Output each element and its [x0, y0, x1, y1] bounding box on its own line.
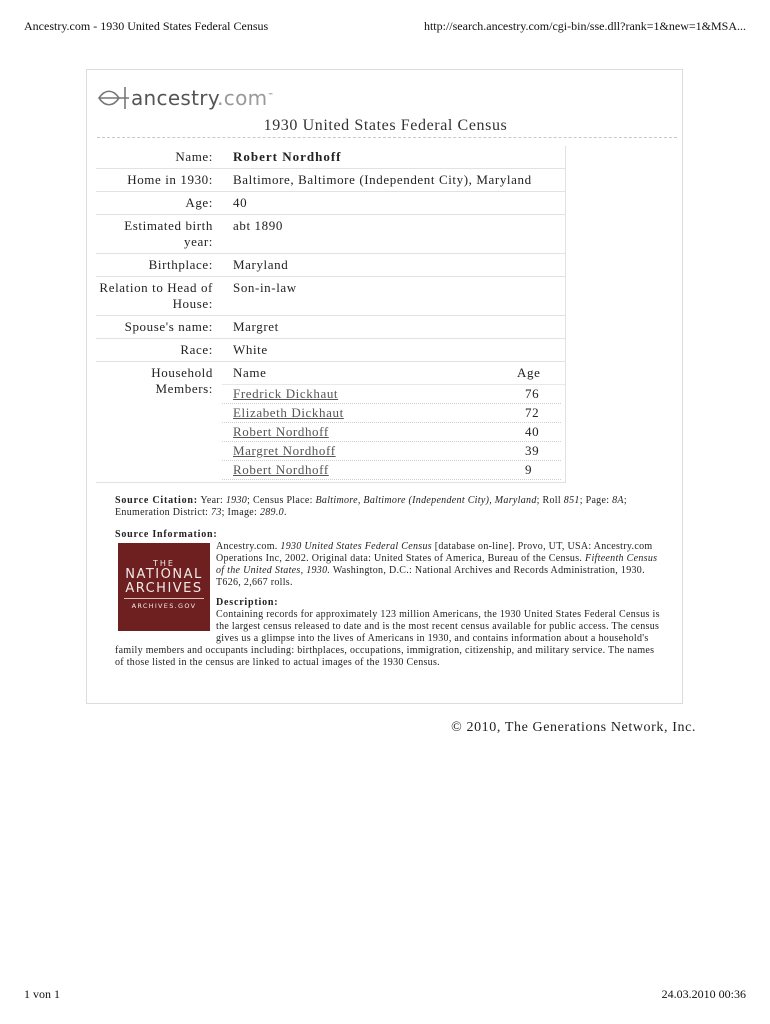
- member-age: 39: [525, 443, 540, 458]
- field-value: Robert Nordhoff: [222, 146, 566, 168]
- field-label: Estimated birth year:: [124, 218, 213, 249]
- field-row-spouse: [96, 316, 566, 339]
- record-title: 1930 United States Federal Census: [263, 117, 508, 134]
- member-name-link[interactable]: Robert Nordhoff: [233, 462, 329, 477]
- household-member-row: [222, 385, 561, 404]
- household-label: Household Members:: [96, 362, 222, 483]
- household-member-row: [222, 404, 561, 423]
- field-row-name: [96, 146, 566, 169]
- col-name-header: Name: [233, 365, 267, 380]
- source-citation-label: Source Citation:: [115, 495, 198, 506]
- field-label: Age:: [185, 195, 213, 210]
- print-footer-datetime: 24.03.2010 00:36: [661, 987, 746, 1001]
- household-member-row: [222, 461, 561, 480]
- print-header-url: http://search.ancestry.com/cgi-bin/sse.dll?rank=1&new=1&MSA...: [423, 19, 746, 33]
- field-label: Spouse's name:: [124, 319, 213, 334]
- household-member-row: [222, 423, 561, 442]
- source-information-label: Source Information:: [115, 529, 218, 540]
- field-value: 40: [222, 192, 566, 214]
- description-text: Containing records for approximately 123 million Americans, the 1930 United States Federal Census is the largest census released to date and is the most recent census available for public access. The census gives us a glimpse into the lives of Americans in 1930, and contains information about a household's family members and occupants including: birthplaces, occupations, immigration, citizenship, and military service. The names of those listed in the census are linked to actual images of the 1930 Census.: [115, 609, 660, 668]
- member-age: 72: [525, 405, 540, 420]
- field-label: Home in 1930:: [127, 172, 213, 187]
- copyright-notice: © 2010, The Generations Network, Inc.: [451, 720, 696, 735]
- field-label: Name:: [175, 149, 213, 164]
- household-table: [222, 362, 566, 483]
- field-value: Maryland: [222, 254, 566, 276]
- member-name-link[interactable]: Fredrick Dickhaut: [233, 386, 339, 401]
- member-age: 9: [525, 462, 533, 477]
- print-header-title: Ancestry.com - 1930 United States Federal Census: [24, 19, 269, 33]
- field-label: Race:: [180, 342, 213, 357]
- print-footer-page: 1 von 1: [24, 987, 60, 1001]
- member-name-link[interactable]: Robert Nordhoff: [233, 424, 329, 439]
- member-name-link[interactable]: Margret Nordhoff: [233, 443, 336, 458]
- field-row-age: [96, 192, 566, 215]
- field-value: Son-in-law: [222, 277, 566, 315]
- field-row-relation: [96, 277, 566, 316]
- field-value: Baltimore, Baltimore (Independent City), Maryland: [222, 169, 566, 191]
- field-row-home: [96, 169, 566, 192]
- member-name-link[interactable]: Elizabeth Dickhaut: [233, 405, 344, 420]
- field-value: Margret: [222, 316, 566, 338]
- member-age: 40: [525, 424, 540, 439]
- description-label: Description:: [216, 597, 279, 608]
- member-age: 76: [525, 386, 540, 401]
- leaf-logo-icon: [97, 85, 131, 111]
- field-value: abt 1890: [222, 215, 566, 253]
- ancestry-logo[interactable]: [97, 84, 274, 112]
- field-row-race: [96, 339, 566, 362]
- field-row-birthplace: [96, 254, 566, 277]
- divider: [97, 137, 677, 138]
- col-age-header: Age: [517, 365, 541, 380]
- field-label: Birthplace:: [148, 257, 213, 272]
- field-row-birth-year: [96, 215, 566, 254]
- source-citation: Source Citation: Year: 1930; Census Place: Baltimore, Baltimore (Independent City), Maryland; Roll 851; Page: 8A; Enumeration District: 73; Image: 289.0.: [115, 495, 627, 518]
- source-information-text: Ancestry.com. 1930 United States Federal Census [database on-line]. Provo, UT, USA: Ancestry.com Operations Inc, 2002. Original data: United States of America, Bureau of the Census. Fifteenth Census of the United States, 1930. Washington, D.C.: National Archives and Records Administration, 1930. T626, 2,667 rolls.: [216, 541, 658, 588]
- household-member-row: [222, 442, 561, 461]
- national-archives-logo[interactable]: THE NATIONAL ARCHIVES ARCHIVES.GOV: [118, 543, 210, 631]
- household-section: [96, 362, 566, 483]
- record-card: [86, 69, 683, 704]
- field-value: White: [222, 339, 566, 361]
- field-label: Relation to Head of House:: [99, 280, 213, 311]
- household-header: [222, 362, 565, 385]
- logo-wordmark: ancestry.com™: [131, 86, 274, 110]
- record-fields: [96, 146, 566, 483]
